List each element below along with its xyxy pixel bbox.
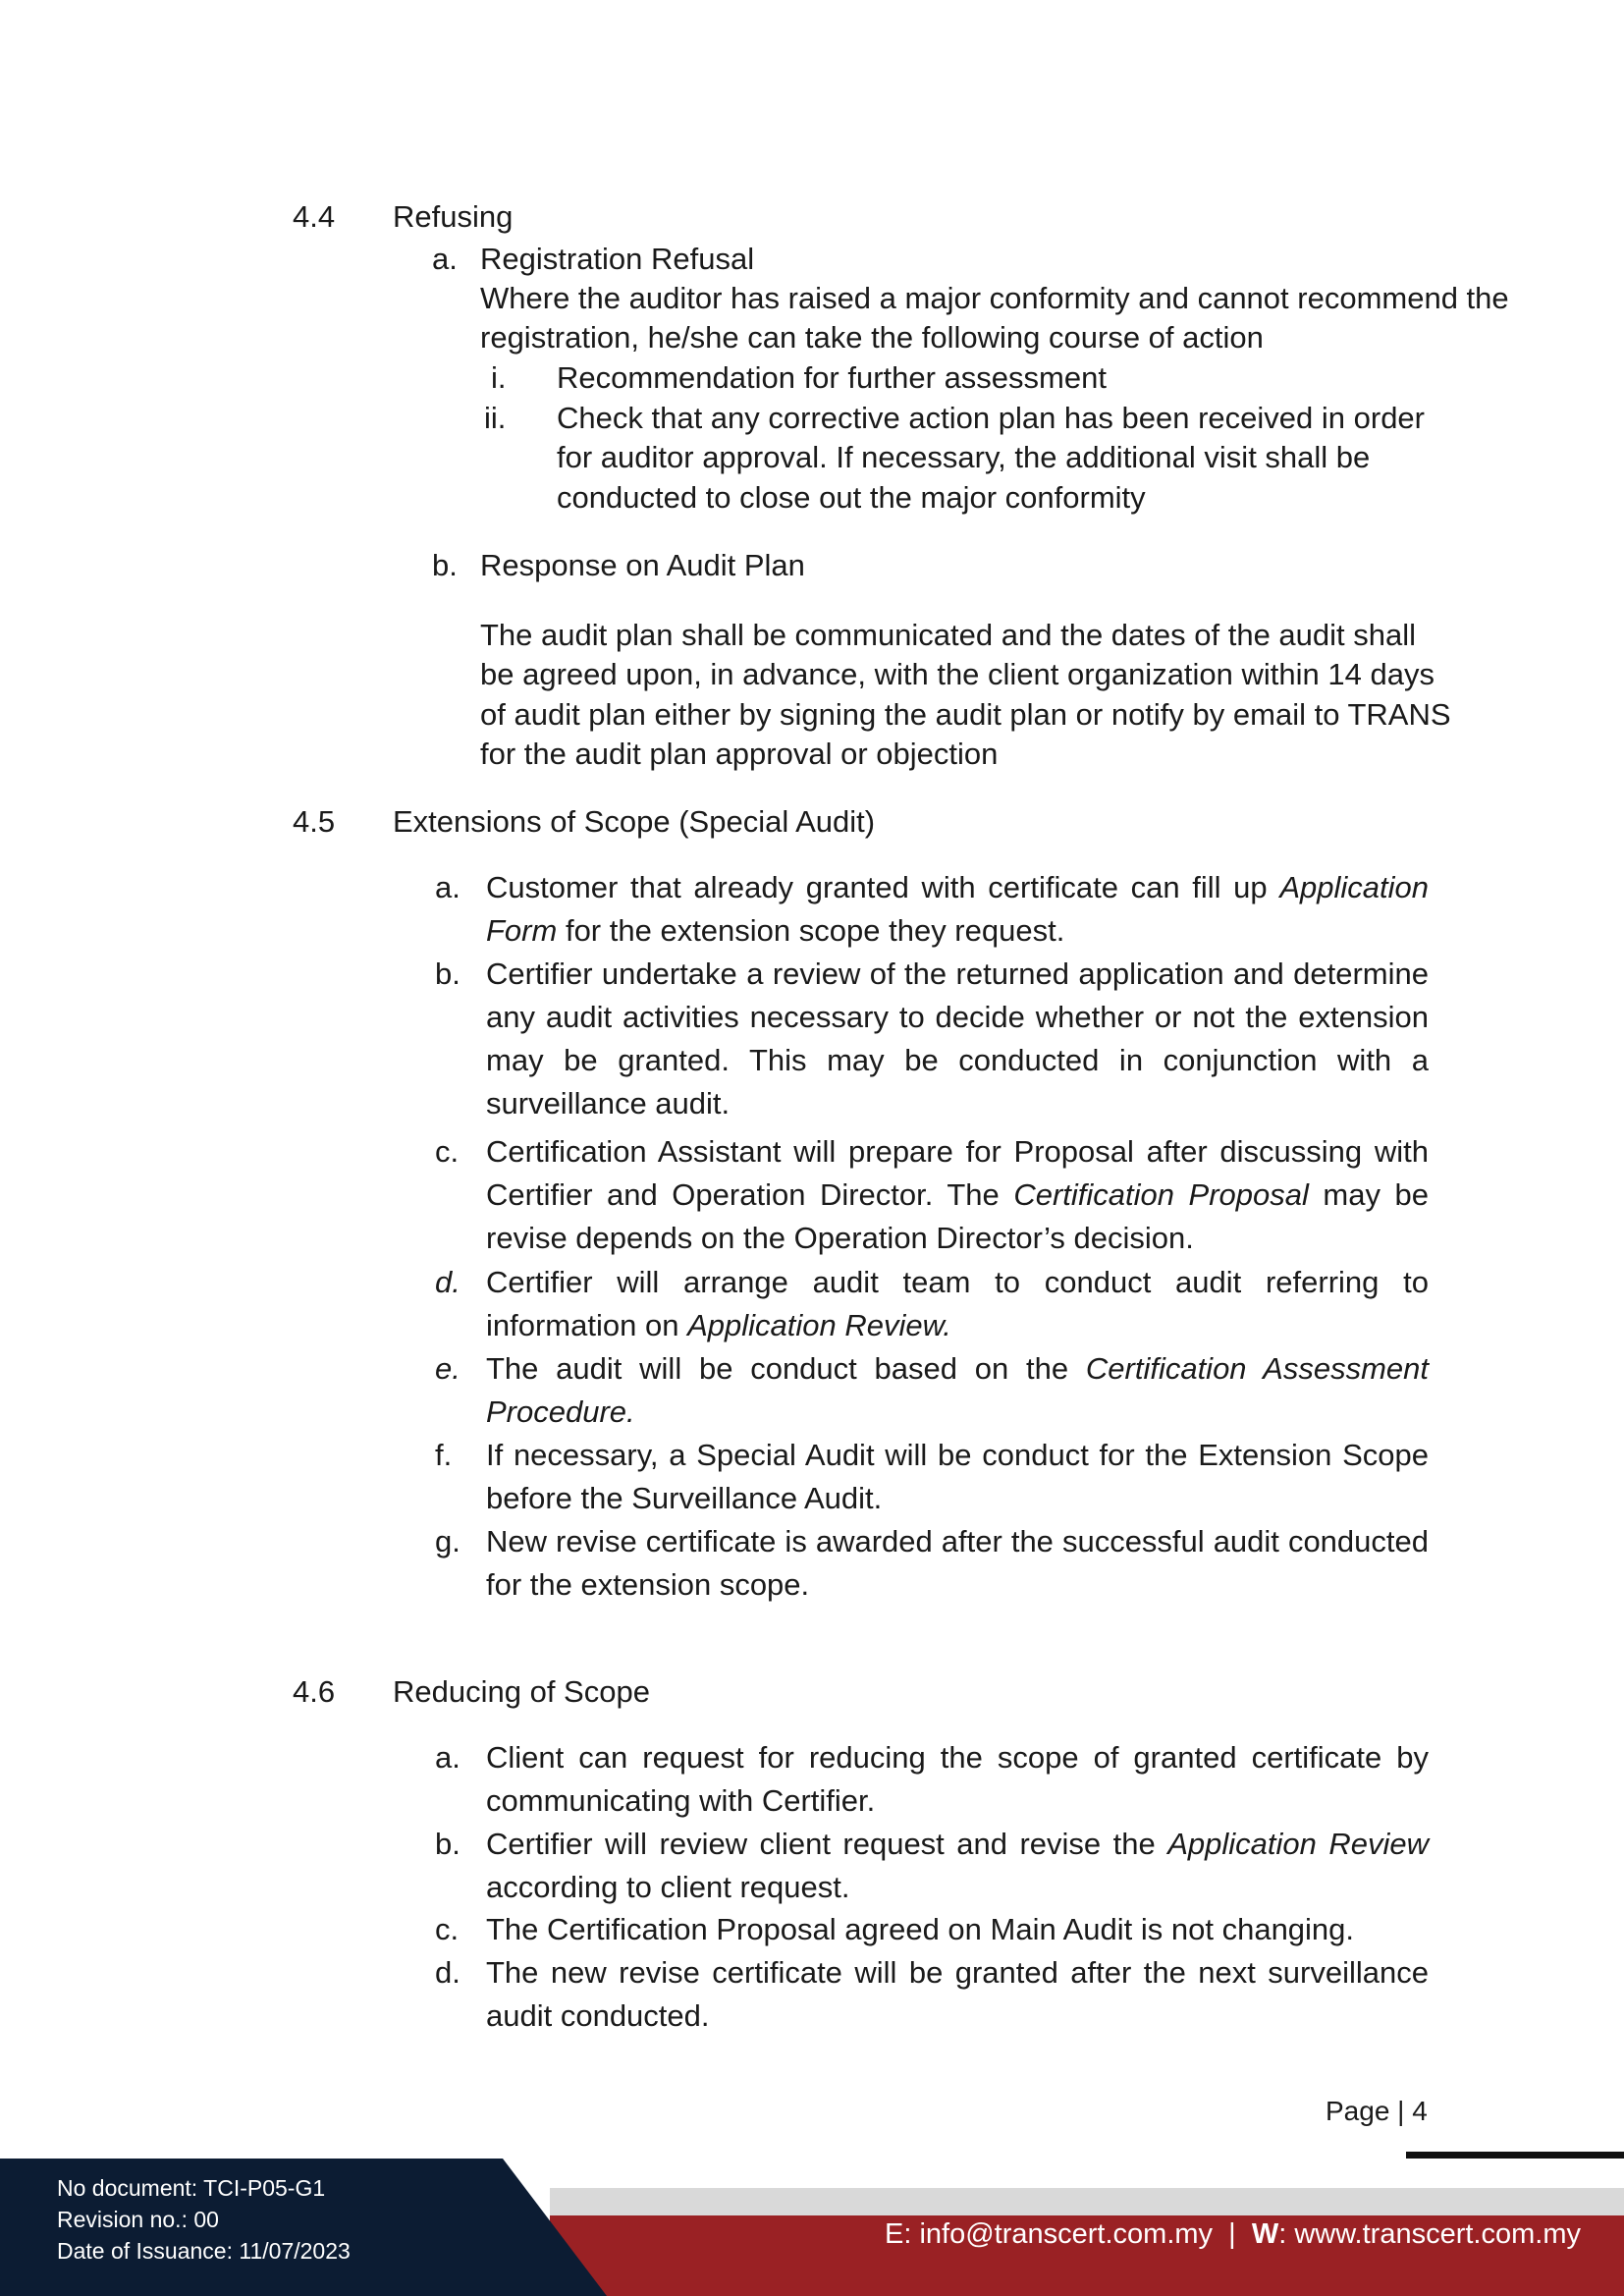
section-4-5-title: Extensions of Scope (Special Audit): [393, 804, 876, 839]
item-4-5-f-line-2: before the Surveillance Audit.: [486, 1481, 883, 1515]
item-4-5-g-line-2: for the extension scope.: [486, 1567, 810, 1602]
item-4-6-c-marker: c.: [435, 1912, 460, 1946]
item-4-6-b: [486, 1823, 1429, 1909]
item-4-5-c-text-2: may be: [1323, 1177, 1429, 1212]
item-4-4-b-marker: b.: [432, 548, 458, 582]
item-4-5-a-marker: a.: [435, 870, 460, 904]
section-4-4-number: 4.4: [293, 199, 336, 234]
footer-issuance-date: Date of Issuance: 11/07/2023: [57, 2238, 351, 2264]
item-4-5-d-marker: d.: [435, 1265, 460, 1299]
footer-separator: |: [1228, 2218, 1236, 2250]
item-4-6-c: [486, 1908, 1429, 1951]
section-4-5-number: 4.5: [293, 804, 336, 839]
item-4-6-a-marker: a.: [435, 1740, 460, 1775]
item-4-5-g-marker: g.: [435, 1524, 460, 1558]
item-4-6-b-italic: Application Review: [1167, 1827, 1429, 1861]
item-4-5-f-marker: f.: [435, 1438, 453, 1472]
footer-revision: Revision no.: 00: [57, 2207, 219, 2232]
item-4-4-b-line-3: of audit plan either by signing the audit plan or notify by email to TRANS: [480, 697, 1451, 732]
subitem-i-line-1: Recommendation for further assessment: [557, 360, 1107, 395]
item-4-5-a: [486, 866, 1429, 953]
item-4-6-d-line-1: The new revise certificate will be granted after the next surveillance: [486, 1955, 1429, 1990]
item-4-4-b-line-1: The audit plan shall be communicated and the dates of the audit shall: [480, 618, 1417, 652]
item-4-5-e-italic-2: Procedure.: [486, 1394, 635, 1429]
item-4-5-a-text-2: for the extension scope they request.: [565, 913, 1065, 948]
item-4-5-f-line-1: If necessary, a Special Audit will be conduct for the Extension Scope: [486, 1438, 1429, 1472]
item-4-6-a: [486, 1736, 1429, 1823]
item-4-6-b-text-2: according to client request.: [486, 1870, 850, 1904]
item-4-5-g: [486, 1520, 1429, 1607]
item-4-5-f: [486, 1434, 1429, 1520]
item-4-5-d-italic: Application Review.: [687, 1308, 951, 1342]
item-4-5-b-line-2: any audit activities necessary to decide whether or not the extension: [486, 1000, 1429, 1034]
item-4-5-e-italic-1: Certification Assessment: [1085, 1351, 1429, 1386]
item-4-6-d-marker: d.: [435, 1955, 460, 1990]
item-4-5-b-marker: b.: [435, 957, 460, 991]
item-4-5-e-text: The audit will be conduct based on the: [486, 1351, 1069, 1386]
item-4-6-c-line-1: The Certification Proposal agreed on Main Audit is not changing.: [486, 1912, 1355, 1946]
item-4-5-a-text-1: Customer that already granted with certificate can fill up: [486, 870, 1268, 904]
footer-website[interactable]: : www.transcert.com.my: [1278, 2218, 1581, 2250]
item-4-6-d: [486, 1951, 1429, 2038]
footer-document-info: [57, 2172, 351, 2267]
subitem-ii-marker: ii.: [484, 401, 507, 435]
item-4-6-b-marker: b.: [435, 1827, 460, 1861]
section-4-6-title: Reducing of Scope: [393, 1674, 650, 1709]
item-4-4-b-title: Response on Audit Plan: [480, 548, 805, 582]
item-4-5-b-line-3: may be granted. This may be conducted in conjunction with a: [486, 1043, 1429, 1077]
subitem-ii-line-3: conducted to close out the major conformity: [557, 480, 1146, 515]
section-4-6-number: 4.6: [293, 1674, 336, 1709]
item-4-5-c-marker: c.: [435, 1134, 460, 1169]
item-4-5-c-line-3: revise depends on the Operation Director’s decision.: [486, 1221, 1194, 1255]
item-4-5-c: [486, 1130, 1429, 1260]
footer-email[interactable]: E: info@transcert.com.my: [885, 2218, 1214, 2250]
page-number: Page | 4: [1326, 2096, 1428, 2126]
item-4-5-a-italic-1: Application: [1279, 870, 1429, 904]
item-4-5-c-text-1: Certifier and Operation Director. The: [486, 1177, 1000, 1212]
item-4-6-d-line-2: audit conducted.: [486, 1998, 710, 2033]
item-4-6-a-line-1: Client can request for reducing the scope of granted certificate by: [486, 1740, 1429, 1775]
item-4-5-d: [486, 1261, 1429, 1347]
footer-contact: [885, 2214, 1581, 2254]
item-4-6-a-line-2: communicating with Certifier.: [486, 1783, 876, 1818]
subitem-ii-line-2: for auditor approval. If necessary, the additional visit shall be: [557, 440, 1371, 474]
item-4-4-b-line-2: be agreed upon, in advance, with the client organization within 14 days: [480, 657, 1435, 691]
footer-grey-strip: [550, 2188, 1624, 2215]
item-4-4-a-title: Registration Refusal: [480, 242, 755, 276]
item-4-5-b-line-4: surveillance audit.: [486, 1086, 731, 1121]
item-4-5-b-line-1: Certifier undertake a review of the returned application and determine: [486, 957, 1429, 991]
item-4-5-c-line-1: Certification Assistant will prepare for Proposal after discussing with: [486, 1134, 1429, 1169]
item-4-5-e-marker: e.: [435, 1351, 460, 1386]
page-number-rule: [1406, 2152, 1624, 2159]
item-4-5-d-line-1: Certifier will arrange audit team to conduct audit referring to: [486, 1265, 1429, 1299]
item-4-5-d-text: information on: [486, 1308, 679, 1342]
item-4-5-g-line-1: New revise certificate is awarded after the successful audit conducted: [486, 1524, 1429, 1558]
item-4-5-b: [486, 953, 1429, 1125]
item-4-5-e: [486, 1347, 1429, 1434]
item-4-4-a-line-1: Where the auditor has raised a major conformity and cannot recommend the: [480, 281, 1509, 315]
item-4-6-b-text-1: Certifier will review client request and revise the: [486, 1827, 1156, 1861]
footer-doc-number: No document: TCI-P05-G1: [57, 2175, 326, 2201]
footer-web-label: W: [1251, 2218, 1279, 2250]
item-4-4-a-marker: a.: [432, 242, 458, 276]
subitem-i-marker: i.: [491, 360, 507, 395]
section-4-4-title: Refusing: [393, 199, 514, 234]
item-4-4-b-line-4: for the audit plan approval or objection: [480, 737, 999, 771]
item-4-4-a-line-2: registration, he/she can take the following course of action: [480, 320, 1264, 355]
subitem-ii-line-1: Check that any corrective action plan has been received in order: [557, 401, 1425, 435]
item-4-5-a-italic-2: Form: [486, 913, 558, 948]
item-4-5-c-italic: Certification Proposal: [1013, 1177, 1309, 1212]
